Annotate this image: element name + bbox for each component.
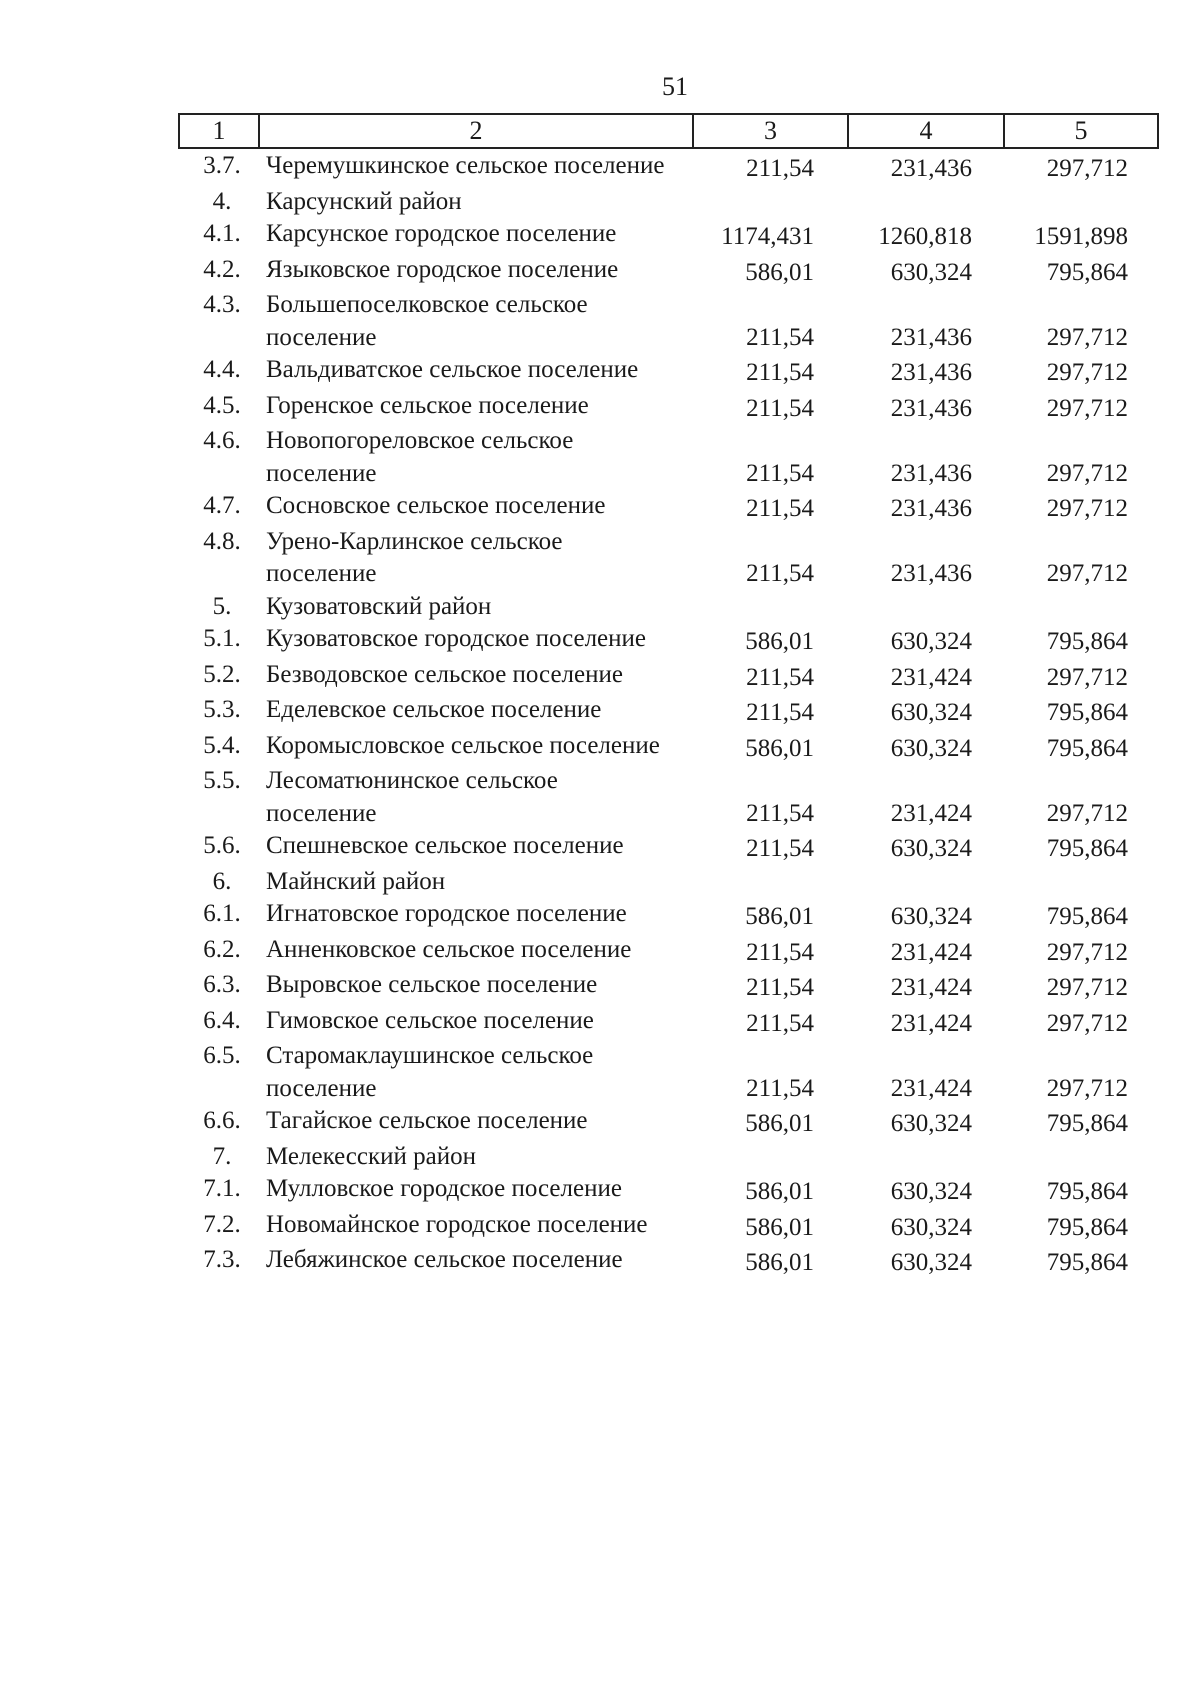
- page-number: 51: [662, 72, 688, 101]
- row-value-col4: 630,324: [890, 1249, 972, 1276]
- header-col-3: 3: [694, 115, 849, 147]
- row-value-col3: 211,54: [746, 1074, 814, 1102]
- row-value-col3: 586,01: [745, 628, 814, 655]
- row-name: Мелекесский район: [266, 1142, 477, 1170]
- row-value-col3: 211,54: [746, 359, 814, 386]
- row-value-col4: 630,324: [890, 903, 972, 930]
- row-value-col5: 795,864: [1046, 1110, 1128, 1137]
- row-value-col3: 586,01: [745, 1110, 814, 1137]
- row-value-col4: 630,324: [890, 1213, 972, 1241]
- table-row: [0, 623, 1200, 659]
- row-value-col5: 297,712: [1046, 974, 1128, 1001]
- row-value-col5: 1591,898: [1034, 223, 1128, 250]
- row-value-col5: 795,864: [1046, 258, 1128, 286]
- row-value-col4: 630,324: [890, 734, 972, 762]
- row-value-col5: 795,864: [1046, 1178, 1128, 1205]
- row-name: Гимовское сельское поселение: [266, 1006, 594, 1034]
- header-col-4: 4: [849, 115, 1005, 147]
- row-value-col4: 231,424: [890, 1009, 972, 1037]
- table-row: [0, 898, 1200, 934]
- table-row: [0, 694, 1200, 730]
- header-col-5: 5: [1074, 116, 1088, 145]
- table-row: [0, 934, 1200, 970]
- row-value-col4: 231,436: [890, 495, 972, 522]
- header-col-1: 1: [180, 115, 260, 147]
- row-value-col4: 630,324: [890, 628, 972, 655]
- row-value-col4: 630,324: [890, 835, 972, 862]
- row-number: 7.1.: [203, 1175, 241, 1202]
- row-name: Анненковское сельское поселение: [266, 935, 632, 963]
- row-value-col3: 211,54: [746, 799, 814, 827]
- row-name: Спешневское сельское поселение: [266, 832, 624, 859]
- row-value-col4: 231,436: [890, 560, 972, 587]
- table-row: [0, 969, 1200, 1005]
- table-row: [0, 1244, 1200, 1280]
- row-value-col5: 297,712: [1046, 394, 1128, 422]
- row-name: Горенское сельское поселение: [266, 391, 589, 419]
- table-row: [0, 1141, 1200, 1174]
- row-name: Сосновское сельское поселение: [266, 492, 606, 519]
- row-value-col5: 297,712: [1046, 1074, 1128, 1102]
- row-name: Кузоватовское городское поселение: [266, 625, 647, 652]
- row-number: 4.: [212, 187, 232, 215]
- row-value-col5: 297,712: [1046, 155, 1128, 182]
- row-value-col3: 211,54: [746, 495, 814, 522]
- row-value-col4: 231,424: [890, 1074, 972, 1102]
- row-value-col3: 1174,431: [721, 223, 814, 250]
- row-name: Лебяжинское сельское поселение: [266, 1246, 623, 1273]
- table-row: [0, 390, 1200, 426]
- row-number: 6.6.: [203, 1107, 241, 1134]
- row-number: 4.1.: [203, 220, 241, 247]
- row-number: 4.8.: [203, 527, 241, 555]
- row-name: Большепоселковское сельское поселение: [266, 291, 588, 351]
- row-name: Черемушкинское сельское поселение: [266, 152, 665, 179]
- row-value-col5: 795,864: [1046, 835, 1128, 862]
- table-row: [0, 425, 1200, 490]
- row-name: Урено-Карлинское сельское поселение: [266, 527, 563, 587]
- row-value-col5: 297,712: [1046, 560, 1128, 587]
- row-value-col5: 297,712: [1046, 359, 1128, 386]
- row-value-col3: 586,01: [745, 258, 814, 286]
- row-number: 3.7.: [203, 152, 241, 179]
- row-number: 6.1.: [203, 900, 241, 927]
- table-row: [0, 1005, 1200, 1041]
- row-value-col4: 231,424: [890, 663, 972, 691]
- table-row: [0, 1173, 1200, 1209]
- row-number: 4.7.: [203, 492, 241, 519]
- row-value-col4: 630,324: [890, 1110, 972, 1137]
- row-value-col4: 1260,818: [878, 223, 972, 250]
- table-row: [0, 866, 1200, 899]
- row-value-col5: 297,712: [1046, 1009, 1128, 1037]
- row-number: 7.2.: [203, 1210, 241, 1238]
- header-col-2: 2: [260, 115, 694, 147]
- row-value-col5: 795,864: [1046, 1213, 1128, 1241]
- row-value-col4: 231,436: [890, 155, 972, 182]
- table-row: [0, 591, 1200, 624]
- row-name: Безводовское сельское поселение: [266, 660, 623, 688]
- row-value-col5: 795,864: [1046, 699, 1128, 726]
- row-name: Лесоматюнинское сельское поселение: [266, 767, 558, 827]
- row-number: 4.3.: [203, 291, 241, 318]
- row-value-col3: 586,01: [745, 1249, 814, 1276]
- row-value-col3: 211,54: [746, 560, 814, 587]
- row-value-col5: 297,712: [1046, 323, 1128, 351]
- row-name: Новопогореловское сельское поселение: [266, 427, 574, 487]
- row-name: Тагайское сельское поселение: [266, 1107, 588, 1134]
- row-name: Мулловское городское поселение: [266, 1175, 622, 1202]
- row-value-col3: 586,01: [745, 734, 814, 762]
- row-value-col4: 630,324: [890, 1178, 972, 1205]
- row-value-col3: 211,54: [746, 699, 814, 726]
- row-value-col4: 630,324: [890, 699, 972, 726]
- row-number: 4.4.: [203, 356, 241, 383]
- table-row: [0, 1040, 1200, 1105]
- table-row: [0, 218, 1200, 254]
- table-row: [0, 150, 1200, 186]
- row-value-col4: 231,436: [890, 323, 972, 351]
- row-number: 7.3.: [203, 1246, 241, 1273]
- row-name: Игнатовское городское поселение: [266, 900, 627, 927]
- row-value-col3: 211,54: [746, 974, 814, 1001]
- row-name: Вальдиватское сельское поселение: [266, 356, 639, 383]
- table-row: [0, 254, 1200, 290]
- row-value-col3: 211,54: [746, 394, 814, 422]
- row-value-col3: 586,01: [745, 1178, 814, 1205]
- row-value-col5: 297,712: [1046, 938, 1128, 966]
- row-name: Карсунский район: [266, 187, 462, 215]
- row-number: 5.1.: [203, 625, 241, 652]
- table-row: [0, 1105, 1200, 1141]
- row-name: Коромысловское сельское поселение: [266, 731, 660, 759]
- row-name: Старомаклаушинское сельское поселение: [266, 1042, 594, 1102]
- row-value-col3: 586,01: [745, 903, 814, 930]
- row-value-col3: 211,54: [746, 938, 814, 966]
- row-value-col5: 795,864: [1046, 628, 1128, 655]
- row-number: 4.5.: [203, 391, 241, 419]
- row-value-col5: 297,712: [1046, 495, 1128, 522]
- table-row: [0, 765, 1200, 830]
- row-value-col4: 231,436: [890, 394, 972, 422]
- row-number: 5.: [212, 592, 232, 620]
- row-value-col5: 795,864: [1046, 734, 1128, 762]
- row-value-col4: 231,424: [890, 799, 972, 827]
- table-row: [0, 730, 1200, 766]
- table-body: [0, 150, 1200, 1280]
- row-number: 4.2.: [203, 255, 241, 283]
- row-name: Кузоватовский район: [266, 592, 492, 620]
- row-value-col3: 211,54: [746, 155, 814, 182]
- table-header: [178, 113, 1159, 149]
- row-number: 6.3.: [203, 971, 241, 998]
- row-value-col4: 630,324: [890, 258, 972, 286]
- row-number: 5.6.: [203, 832, 241, 859]
- row-value-col3: 211,54: [746, 459, 814, 487]
- row-value-col5: 795,864: [1046, 1249, 1128, 1276]
- row-value-col3: 586,01: [745, 1213, 814, 1241]
- row-name: Языковское городское поселение: [266, 255, 619, 283]
- row-value-col3: 211,54: [746, 323, 814, 351]
- row-number: 5.5.: [203, 767, 241, 794]
- row-number: 6.2.: [203, 935, 241, 963]
- table-row: [0, 490, 1200, 526]
- table-row: [0, 830, 1200, 866]
- row-number: 5.3.: [203, 696, 241, 723]
- row-value-col5: 297,712: [1046, 799, 1128, 827]
- row-name: Выровское сельское поселение: [266, 971, 598, 998]
- table-row: [0, 1209, 1200, 1245]
- row-name: Новомайнское городское поселение: [266, 1210, 648, 1238]
- row-value-col5: 297,712: [1046, 459, 1128, 487]
- row-number: 4.6.: [203, 427, 241, 454]
- row-value-col4: 231,424: [890, 938, 972, 966]
- row-value-col4: 231,436: [890, 459, 972, 487]
- row-value-col4: 231,424: [890, 974, 972, 1001]
- table-row: [0, 186, 1200, 219]
- row-value-col5: 795,864: [1046, 903, 1128, 930]
- row-name: Карсунское городское поселение: [266, 220, 617, 247]
- row-number: 6.4.: [203, 1006, 241, 1034]
- table-row: [0, 289, 1200, 354]
- table-row: [0, 659, 1200, 695]
- row-value-col3: 211,54: [746, 835, 814, 862]
- row-number: 5.2.: [203, 660, 241, 688]
- row-value-col5: 297,712: [1046, 663, 1128, 691]
- row-number: 6.: [212, 867, 232, 895]
- table-row: [0, 354, 1200, 390]
- row-number: 5.4.: [203, 731, 241, 759]
- row-value-col3: 211,54: [746, 663, 814, 691]
- table-row: [0, 526, 1200, 591]
- row-name: Еделевское сельское поселение: [266, 696, 602, 723]
- row-number: 7.: [212, 1142, 232, 1170]
- row-name: Майнский район: [266, 867, 446, 895]
- row-number: 6.5.: [203, 1042, 241, 1069]
- row-value-col3: 211,54: [746, 1009, 814, 1037]
- row-value-col4: 231,436: [890, 359, 972, 386]
